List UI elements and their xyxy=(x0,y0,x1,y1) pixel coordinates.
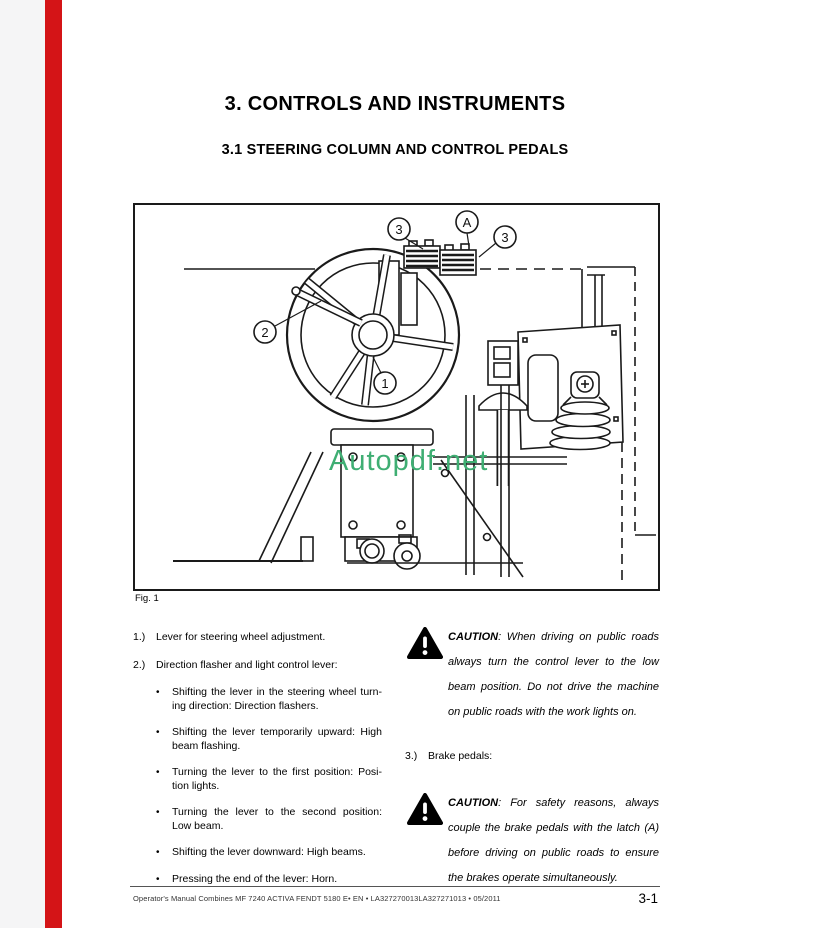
caution-label: CAUTION xyxy=(448,797,499,809)
caution-line: couple the brake pedals with the latch (A) xyxy=(448,822,659,834)
bullet-marker: • xyxy=(156,687,160,698)
bullet-line: Turning the lever to the first position: Posi- xyxy=(172,766,382,778)
list-item-2-text: Direction flasher and light control lever: xyxy=(156,659,338,671)
bullet-line: Turning the lever to the second position: xyxy=(172,806,382,818)
switch-blocks xyxy=(404,240,476,275)
list-item-1-text: Lever for steering wheel adjustment. xyxy=(156,631,326,643)
bullet-item xyxy=(156,726,382,753)
bullet-marker: • xyxy=(156,847,160,858)
bullet-line: tion lights. xyxy=(172,779,220,792)
list-item-3-number: 3.) xyxy=(405,750,418,762)
bullet-line: ing direction: Direction flashers. xyxy=(172,699,319,712)
warning-triangle-icon xyxy=(407,793,443,826)
footer-divider xyxy=(130,886,660,887)
caution-label: CAUTION xyxy=(448,631,499,643)
callout-1-label: 1 xyxy=(381,376,389,391)
caution-line xyxy=(448,630,659,655)
caution-line: before driving on public roads to ensure xyxy=(448,847,659,859)
bullet-marker: • xyxy=(156,874,160,885)
caution-line xyxy=(448,796,659,821)
caution-block-2 xyxy=(448,796,659,896)
steering-wheel xyxy=(287,249,459,421)
list-item-1 xyxy=(133,631,383,645)
callout-3-left-label: 3 xyxy=(395,222,403,237)
caution-text: : For safety reasons, always xyxy=(498,797,659,809)
bullet-marker: • xyxy=(156,767,160,778)
list-item-3-text: Brake pedals: xyxy=(428,750,493,762)
list-item-2 xyxy=(133,659,383,673)
figure-frame xyxy=(133,203,660,591)
warning-triangle-icon xyxy=(407,627,443,660)
bullet-line: Shifting the lever temporarily upward: High xyxy=(172,726,382,738)
steering-column-drawing xyxy=(135,205,658,589)
list-item-3 xyxy=(405,750,655,764)
bullet-item xyxy=(156,806,382,833)
console-panel xyxy=(518,325,623,582)
list-item-2-number: 2.) xyxy=(133,659,146,671)
bullet-line: Low beam. xyxy=(172,819,224,832)
callout-2-label: 2 xyxy=(261,325,269,340)
page-number: 3-1 xyxy=(638,891,658,906)
bullet-item xyxy=(156,873,382,887)
caution-line: always turn the control lever to the low xyxy=(448,656,659,668)
bullet-line: Pressing the end of the lever: Horn. xyxy=(172,873,338,885)
list-item-1-number: 1.) xyxy=(133,631,146,643)
footer-text: Operator's Manual Combines MF 7240 ACTIVA FENDT 5180 E• EN • LA327270013LA327271013 • 05/2011 xyxy=(133,894,501,903)
page-title: 3. CONTROLS AND INSTRUMENTS xyxy=(224,93,566,115)
callout-a-label: A xyxy=(462,215,472,230)
bullet-item xyxy=(156,846,382,860)
red-edge-strip xyxy=(45,0,62,928)
bullet-marker: • xyxy=(156,807,160,818)
bullet-line: Shifting the lever in the steering wheel turn- xyxy=(172,686,382,698)
caution-line: the brakes operate simultaneously. xyxy=(448,872,618,884)
section-title: 3.1 STEERING COLUMN AND CONTROL PEDALS xyxy=(221,142,569,158)
watermark: Autopdf.net xyxy=(329,445,489,477)
caution-text: : When driving on public roads xyxy=(498,631,659,643)
bullet-line: beam flashing. xyxy=(172,739,241,752)
page-left-gutter xyxy=(0,0,50,928)
bullet-item xyxy=(156,686,382,713)
bullet-line: Shifting the lever downward: High beams. xyxy=(172,846,366,858)
caution-line: beam position. Do not drive the machine xyxy=(448,681,659,693)
figure-caption: Fig. 1 xyxy=(135,593,159,604)
bullet-item xyxy=(156,766,382,793)
caution-line: on public roads with the work lights on. xyxy=(448,706,637,718)
caution-block-1 xyxy=(448,630,659,730)
callout-3-right-label: 3 xyxy=(501,230,509,245)
bullet-marker: • xyxy=(156,727,160,738)
